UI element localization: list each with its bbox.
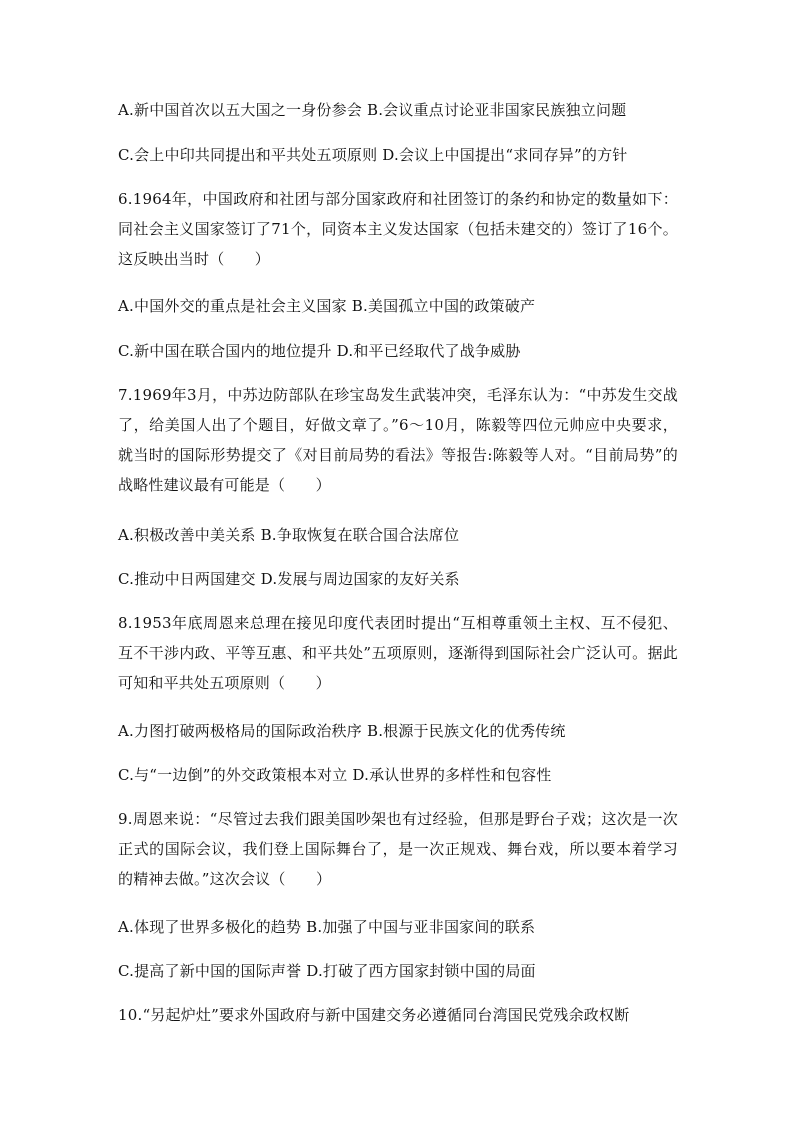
q6-stem: 6.1964年，中国政府和社团与部分国家政府和社团签订的条约和协定的数量如下：同社会主义国家签订了71个，同资本主义发达国家（包括未建交的）签订了16个。这反映出当时（ ） (118, 190, 678, 268)
q7-options-cd: C.推动中日两国建交 D.发展与周边国家的友好关系 (118, 570, 460, 588)
q9-options-cd: C.提高了新中国的国际声誉 D.打破了西方国家封锁中国的局面 (118, 962, 536, 980)
q6-options-ab: A.中国外交的重点是社会主义国家 B.美国孤立中国的政策破产 (118, 297, 536, 315)
q10-stem: 10.“另起炉灶”要求外国政府与新中国建交务必遵循同台湾国民党残余政权断 (118, 1006, 630, 1024)
q7-stem: 7.1969年3月，中苏边防部队在珍宝岛发生武装冲突，毛泽东认为：“中苏发生交战了，给美国人出了个题目，好做文章了。”6～10月，陈毅等四位元帅应中央要求，就当时的国际形势提交了《对目前局势的看法》等报告:陈毅等人对。“目前局势”的战略性建议最有可能是（ ） (118, 386, 678, 494)
q5-options-cd: C.会上中印共同提出和平共处五项原则 D.会议上中国提出“求同存异”的方针 (118, 146, 628, 164)
q5-options-ab: A.新中国首次以五大国之一身份参会 B.会议重点讨论亚非国家民族独立问题 (118, 101, 627, 119)
q8-options-cd: C.与“一边倒”的外交政策根本对立 D.承认世界的多样性和包容性 (118, 766, 552, 784)
q8-options-ab: A.力图打破两极格局的国际政治秩序 B.根源于民族文化的优秀传统 (118, 722, 566, 740)
q9-stem: 9.周恩来说：“尽管过去我们跟美国吵架也有过经验，但那是野台子戏；这次是一次正式的国际会议，我们登上国际舞台了，是一次正规戏、舞台戏，所以要本着学习的精神去做。”这次会议（ ） (118, 810, 678, 888)
q7-options-ab: A.积极改善中美关系 B.争取恢复在联合国合法席位 (118, 526, 460, 544)
q8-stem: 8.1953年底周恩来总理在接见印度代表团时提出“互相尊重领土主权、互不侵犯、互不干涉内政、平等互惠、和平共处”五项原则，逐渐得到国际社会广泛认可。据此可知和平共处五项原则（ ） (118, 614, 678, 692)
q6-options-cd: C.新中国在联合国内的地位提升 D.和平已经取代了战争威胁 (118, 342, 521, 360)
q9-options-ab: A.体现了世界多极化的趋势 B.加强了中国与亚非国家间的联系 (118, 918, 536, 936)
